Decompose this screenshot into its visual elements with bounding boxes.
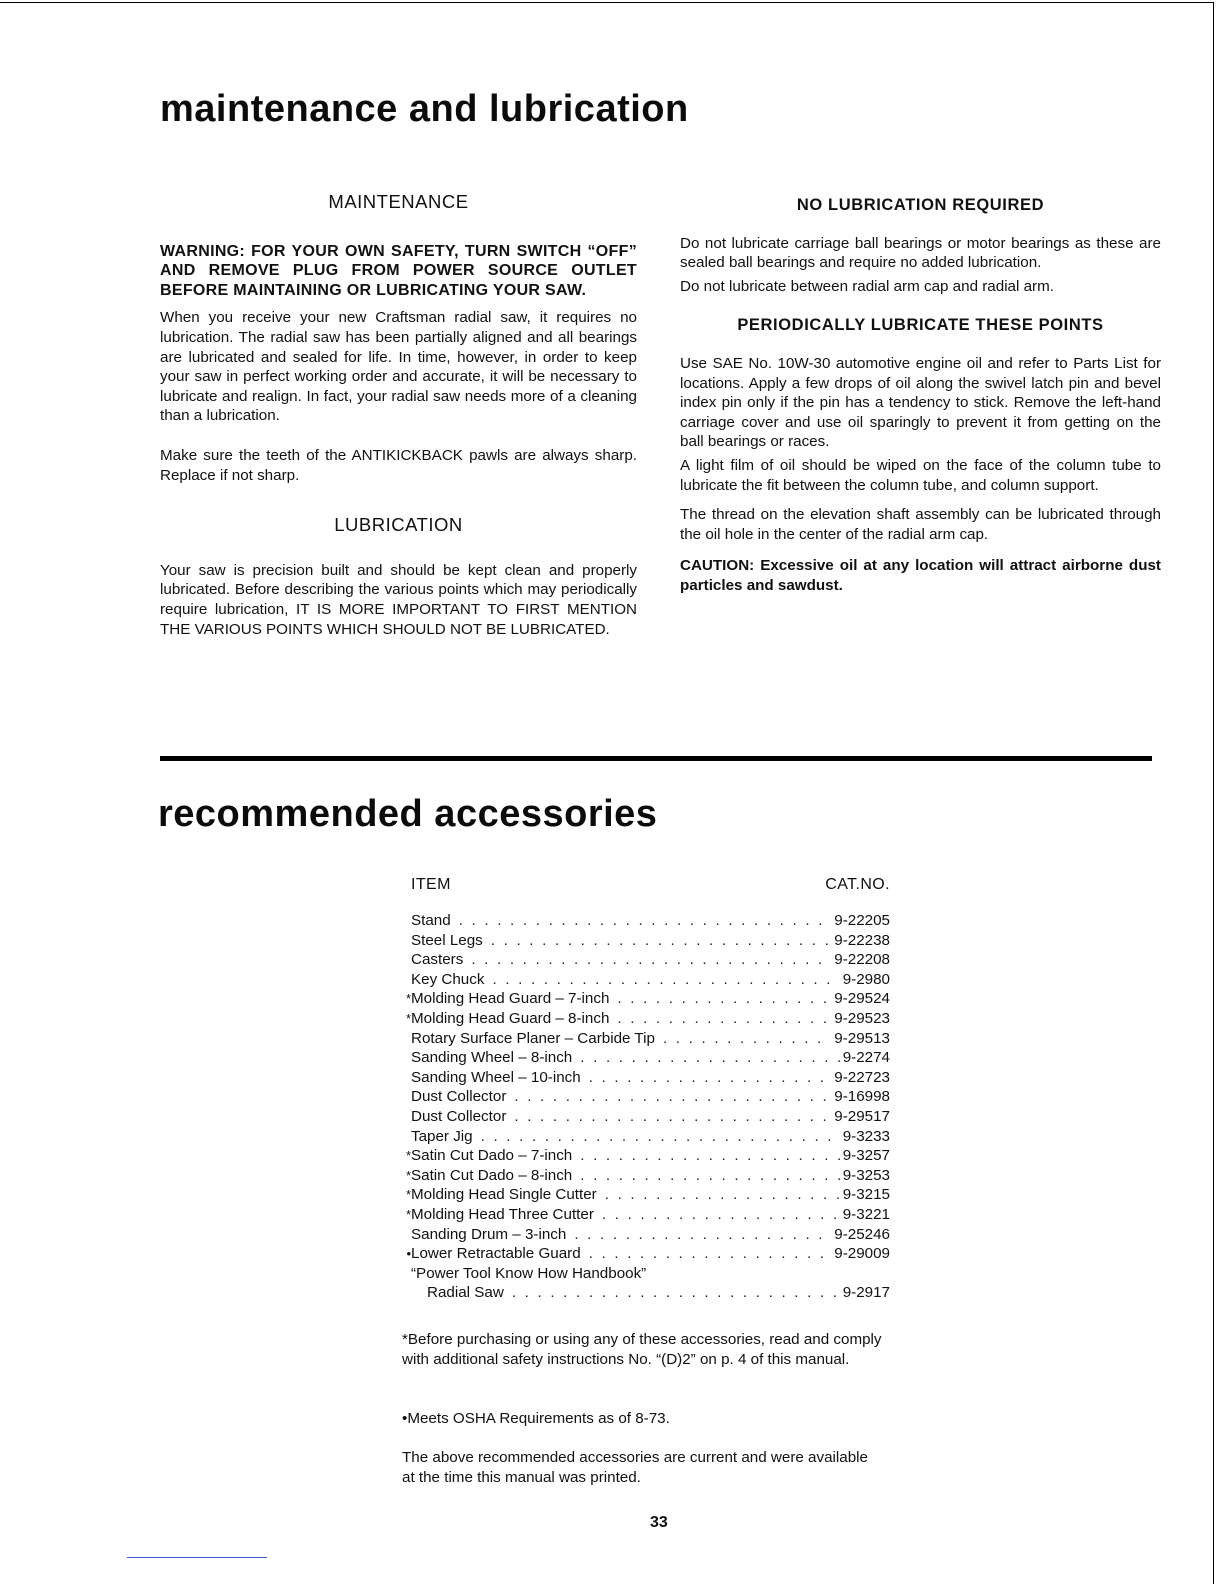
item-name: Dust Collector [411,1088,507,1106]
table-row [400,1166,890,1186]
maintenance-paragraph-2: Make sure the teeth of the ANTIKICKBACK pawls are always sharp. Replace if not sharp. [160,446,637,484]
item-name: Satin Cut Dado – 8-inch [411,1166,573,1184]
item-cat-no: 9-3215 [842,1186,890,1204]
no-lubrication-heading: NO LUBRICATION REQUIRED [796,196,1045,214]
dot-leader [589,1068,832,1088]
dot-leader [617,1009,831,1029]
page-number: 33 [650,1514,668,1531]
item-cat-no: 9-29513 [834,1029,890,1047]
accessories-table-header [400,876,890,894]
table-row [400,1107,890,1127]
item-name: Rotary Surface Planer – Carbide Tip [411,1029,655,1047]
item-name: Molding Head Three Cutter [411,1205,594,1223]
item-name: Sanding Wheel – 10-inch [411,1068,581,1086]
item-name: Satin Cut Dado – 7-inch [411,1147,573,1165]
dot-leader [491,931,831,951]
caution-note: CAUTION: Excessive oil at any location will attract airborne dust particles and sawdust. [680,557,1161,594]
item-name: Key Chuck [411,970,485,988]
table-row [400,989,890,1009]
safety-note: *Before purchasing or using any of these accessories, read and comply with additional safety instructions No. “(D)2” on p. 4 of this manual. [402,1331,882,1368]
dot-leader [602,1205,840,1225]
dot-leader [605,1185,840,1205]
table-row [400,1283,890,1303]
table-row [400,1009,890,1029]
table-row [400,931,890,951]
item-marker: * [405,1010,411,1026]
table-row [400,1127,890,1147]
item-cat-no: 9-22205 [834,912,890,929]
dot-leader [663,1029,831,1049]
item-cat-no: 9-16998 [834,1088,890,1106]
safety-warning: WARNING: FOR YOUR OWN SAFETY, TURN SWITCH “OFF” AND REMOVE PLUG FROM POWER SOURCE OUTLET BEFORE MAINTAINING OR LUBRICATING YOUR SAW. [160,242,637,299]
item-column-header: ITEM [411,876,451,893]
item-marker: * [405,991,411,1007]
handbook-title: “Power Tool Know How Handbook” [411,1264,647,1282]
item-cat-no: 9-2274 [842,1049,890,1067]
section-divider [160,756,1152,761]
dot-leader [617,989,831,1009]
table-row [400,911,890,931]
table-row [400,1029,890,1049]
no-lubrication-paragraph-1: Do not lubricate carriage ball bearings or motor bearings as these are sealed ball bearings and require no added lubrication. [680,234,1161,272]
item-name: Stand [411,912,451,929]
item-cat-no: 9-22238 [834,931,890,949]
periodically-lubricate-heading: PERIODICALLY LUBRICATE THESE POINTS [737,316,1104,335]
dot-leader [512,1283,840,1303]
accessories-table [400,876,890,1303]
table-row [400,1225,890,1245]
item-cat-no: 9-2917 [842,1284,890,1302]
table-row [400,1087,890,1107]
dot-leader [580,1166,839,1186]
right-column [680,196,1161,596]
item-cat-no: 9-29517 [834,1107,890,1125]
dot-leader [580,1048,839,1068]
table-row [400,950,890,970]
accessories-title: recommended accessories [158,793,658,835]
item-cat-no: 9-29524 [834,990,890,1008]
dot-leader [492,970,839,990]
item-cat-no: 9-3233 [842,1127,890,1145]
item-cat-no: 9-22723 [834,1068,890,1086]
item-cat-no: 9-29523 [834,1009,890,1027]
item-name: Steel Legs [411,931,483,949]
table-row [400,1068,890,1088]
item-marker: • [406,1246,411,1262]
item-marker: * [405,1187,411,1203]
right-border-rule [1213,2,1214,1584]
table-row [400,970,890,990]
dot-leader [580,1146,839,1166]
table-row [400,1146,890,1166]
periodically-paragraph-1: Use SAE No. 10W-30 automotive engine oil and refer to Parts List for locations. Apply a few drops of oil along the swivel latch pin and bevel index pin only if the pin has a tendency to stick. Remove the left-hand carriage cover and use oil sparingly to prevent it from getting on the ball bearings or races. [680,354,1161,451]
dot-leader [514,1107,831,1127]
item-name: Sanding Drum – 3-inch [411,1225,567,1243]
accessories-list [400,911,890,1264]
top-border-rule [0,2,1214,3]
item-name: Dust Collector [411,1107,507,1125]
osha-note: •Meets OSHA Requirements as of 8-73. [402,1410,670,1427]
item-name: Molding Head Guard – 8-inch [411,1009,610,1027]
item-name: Casters [411,951,464,969]
item-name: Molding Head Guard – 7-inch [411,990,610,1008]
table-row [400,1048,890,1068]
item-cat-no: 9-25246 [834,1225,890,1243]
lubrication-heading: LUBRICATION [334,514,463,536]
item-name: Radial Saw [427,1284,504,1302]
item-marker: * [405,1206,411,1222]
item-name: Taper Jig [411,1127,473,1145]
dot-leader [514,1087,831,1107]
lubrication-paragraph: Your saw is precision built and should be kept clean and properly lubricated. Before describing the various points which may periodically require lubrication, IT IS MORE IMPORTANT TO FIRST MENTION THE VARIOUS POINTS WHICH SHOULD NOT BE LUBRICATED. [160,561,637,638]
periodically-paragraph-2: A light film of oil should be wiped on the face of the column tube to lubricate the fit between the column tube, and column support. [680,456,1161,494]
item-name: Molding Head Single Cutter [411,1186,597,1204]
dot-leader [574,1225,831,1245]
item-cat-no: 9-3257 [842,1147,890,1165]
dot-leader [471,950,831,970]
dot-leader [481,1127,840,1147]
item-cat-no: 9-3221 [842,1205,890,1223]
periodically-paragraph-3: The thread on the elevation shaft assembly can be lubricated through the oil hole in the center of the radial arm cap. [680,506,1161,543]
left-column [160,192,637,639]
item-name: Lower Retractable Guard [411,1245,581,1263]
dot-leader [459,911,832,931]
table-row [400,1205,890,1225]
maintenance-title: maintenance and lubrication [160,88,689,130]
item-marker: * [405,1148,411,1164]
table-row [400,1185,890,1205]
item-cat-no: 9-22208 [834,951,890,969]
cat-no-column-header: CAT.NO. [825,876,890,893]
table-row [400,1244,890,1264]
maintenance-paragraph-1: When you receive your new Craftsman radial saw, it requires no lubrication. The radial saw has been partially aligned and all bearings are lubricated and sealed for life. In time, however, in order to keep your saw in perfect working order and accurate, it will be necessary to lubricate and realign. In fact, your radial saw needs more of a cleaning than a lubrication. [160,309,637,425]
item-cat-no: 9-3253 [842,1166,890,1184]
no-lubrication-paragraph-2: Do not lubricate between radial arm cap and radial arm. [680,277,1054,295]
item-marker: * [405,1167,411,1183]
item-cat-no: 9-2980 [842,970,890,988]
availability-note: The above recommended accessories are current and were available at the time this manual was printed. [402,1449,868,1486]
item-cat-no: 9-29009 [834,1245,890,1263]
maintenance-heading: MAINTENANCE [328,191,469,212]
item-name: Sanding Wheel – 8-inch [411,1049,573,1067]
bottom-rule [127,1557,267,1558]
dot-leader [589,1244,832,1264]
